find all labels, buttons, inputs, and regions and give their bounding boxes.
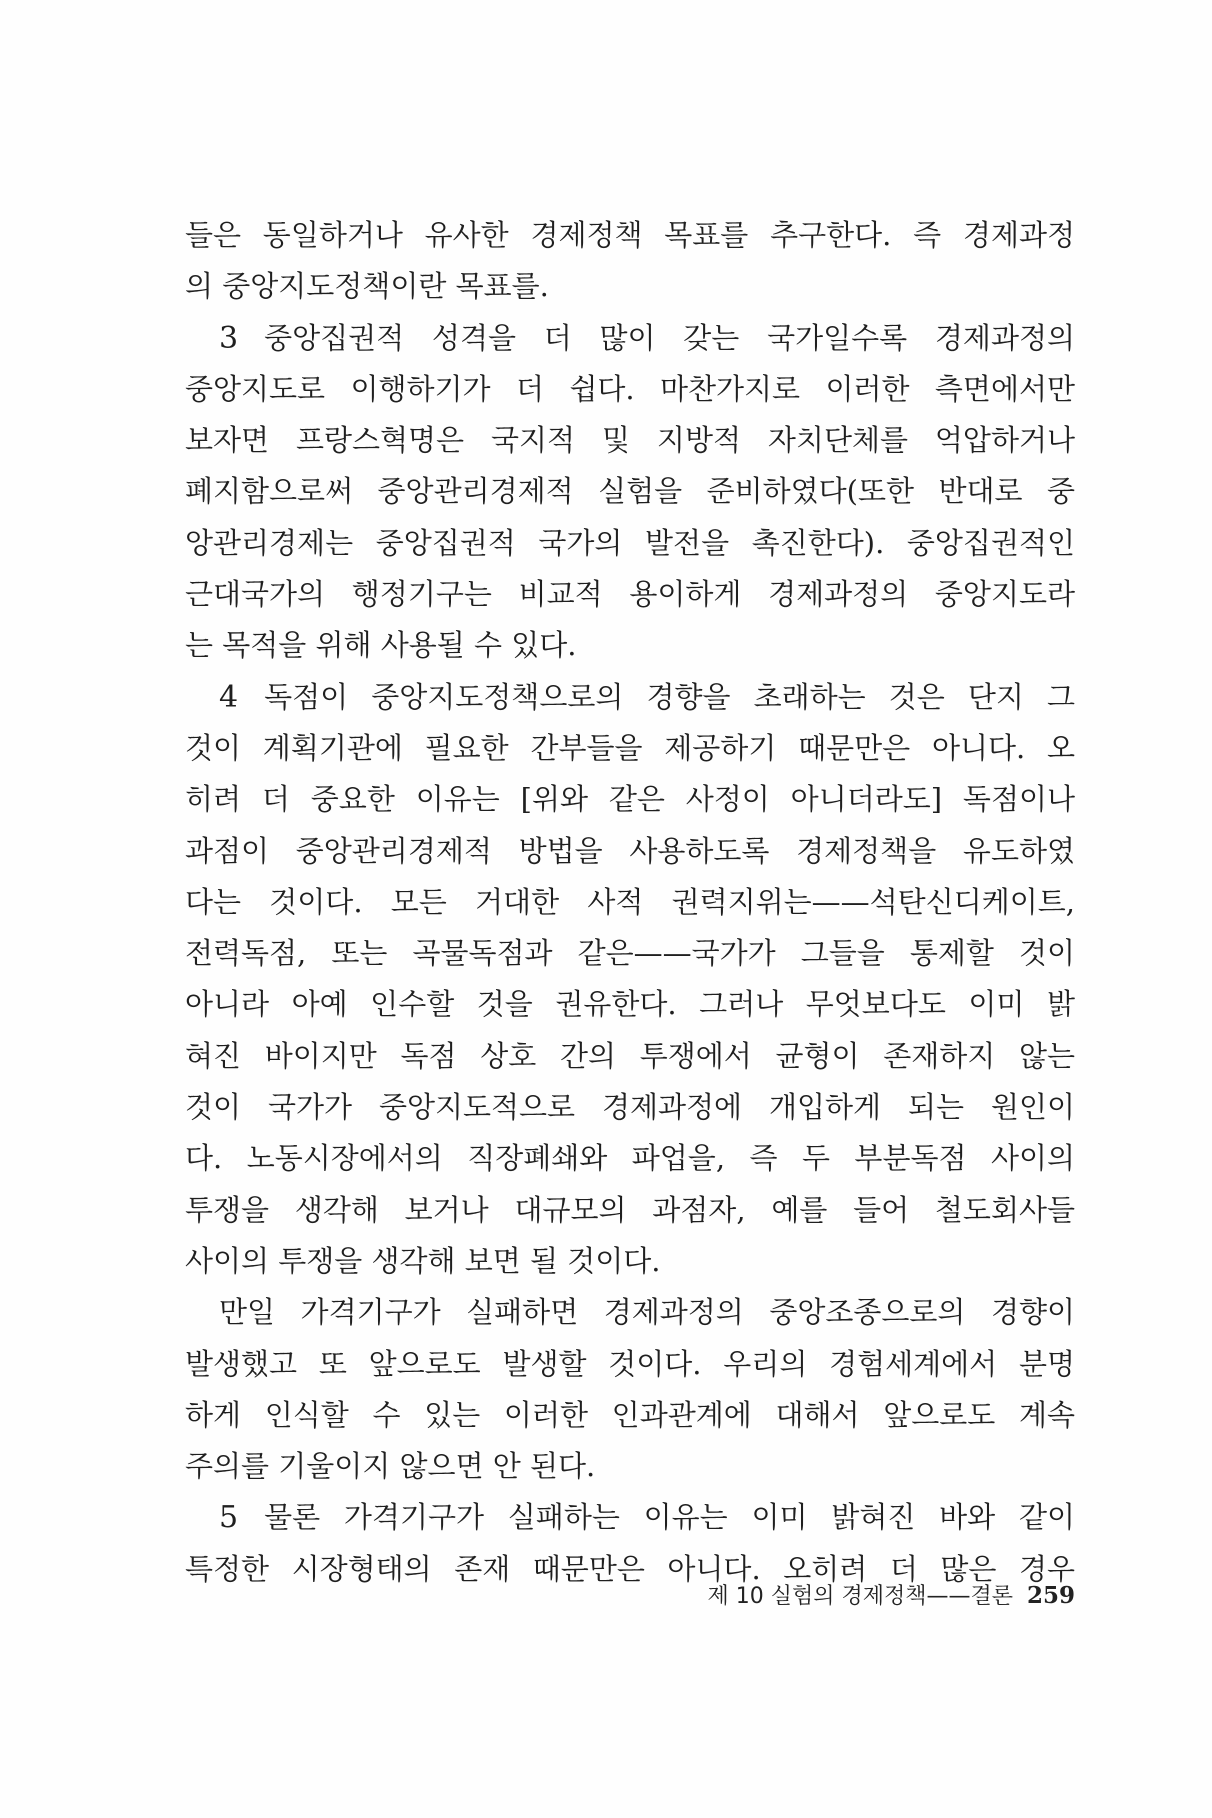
text-line: 폐지함으로써 중앙관리경제적 실험을 준비하였다(또한 반대로 중 — [185, 474, 1075, 509]
section-number: 4 — [219, 679, 239, 715]
text-line — [185, 1492, 1075, 1543]
text-line: 다는 것이다. 모든 거대한 사적 권력지위는——석탄신디케이트, — [185, 884, 1075, 919]
text-line: 혀진 바이지만 독점 상호 간의 투쟁에서 균형이 존재하지 않는 — [185, 1038, 1075, 1073]
text-line: 특정한 시장형태의 존재 때문만은 아니다. 오히려 더 많은 경우 — [185, 1551, 1075, 1586]
page-number: 259 — [1026, 1582, 1075, 1609]
body-text — [185, 210, 1075, 1595]
page-footer — [640, 1578, 1075, 1614]
text-line-content: 중앙집권적 성격을 더 많이 갖는 국가일수록 경제과정의 — [264, 320, 1075, 355]
text-line: 과점이 중앙관리경제적 방법을 사용하도록 경제정책을 유도하였 — [185, 833, 1075, 868]
text-line — [185, 313, 1075, 364]
text-line: 아니라 아예 인수할 것을 권유한다. 그러나 무엇보다도 이미 밝 — [185, 987, 1075, 1022]
text-line-content: 물론 가격기구가 실패하는 이유는 이미 밝혀진 바와 같이 — [264, 1500, 1075, 1535]
text-line: 보자면 프랑스혁명은 국지적 및 지방적 자치단체를 억압하거나 — [185, 423, 1075, 458]
section-number: 5 — [219, 1500, 239, 1536]
text-line: 만일 가격기구가 실패하면 경제과정의 중앙조종으로의 경향이 — [219, 1295, 1075, 1330]
section-number: 3 — [219, 320, 239, 356]
text-line: 하게 인식할 수 있는 이러한 인과관계에 대해서 앞으로도 계속 — [185, 1397, 1075, 1432]
text-line: 사이의 투쟁을 생각해 보면 될 것이다. — [185, 1243, 661, 1278]
text-line: 다. 노동시장에서의 직장폐쇄와 파업을, 즉 두 부분독점 사이의 — [185, 1141, 1075, 1176]
text-line-content: 독점이 중앙지도정책으로의 경향을 초래하는 것은 단지 그 — [264, 679, 1075, 714]
text-line: 것이 국가가 중앙지도적으로 경제과정에 개입하게 되는 원인이 — [185, 1090, 1075, 1125]
text-line: 들은 동일하거나 유사한 경제정책 목표를 추구한다. 즉 경제과정 — [185, 218, 1075, 252]
text-line: 투쟁을 생각해 보거나 대규모의 과점자, 예를 들어 철도회사들 — [185, 1192, 1075, 1227]
text-line: 의 중앙지도정책이란 목표를. — [185, 269, 549, 304]
text-line: 중앙지도로 이행하기가 더 쉽다. 마찬가지로 이러한 측면에서만 — [185, 371, 1075, 406]
text-line: 히려 더 중요한 이유는 [위와 같은 사정이 아니더라도] 독점이나 — [185, 782, 1075, 817]
running-head: 제 10 실험의 경제정책——결론 — [707, 1584, 1013, 1609]
text-line: 것이 계획기관에 필요한 간부들을 제공하기 때문만은 아니다. 오 — [185, 730, 1075, 765]
text-line: 앙관리경제는 중앙집권적 국가의 발전을 촉진한다). 중앙집권적인 — [185, 525, 1075, 560]
text-line — [185, 672, 1075, 723]
text-line: 주의를 기울이지 않으면 안 된다. — [185, 1449, 596, 1484]
text-line: 근대국가의 행정기구는 비교적 용이하게 경제과정의 중앙지도라 — [185, 577, 1075, 612]
text-line: 발생했고 또 앞으로도 발생할 것이다. 우리의 경험세계에서 분명 — [185, 1346, 1075, 1381]
text-line: 전력독점, 또는 곡물독점과 같은——국가가 그들을 통제할 것이 — [185, 936, 1075, 971]
text-line: 는 목적을 위해 사용될 수 있다. — [185, 628, 577, 663]
